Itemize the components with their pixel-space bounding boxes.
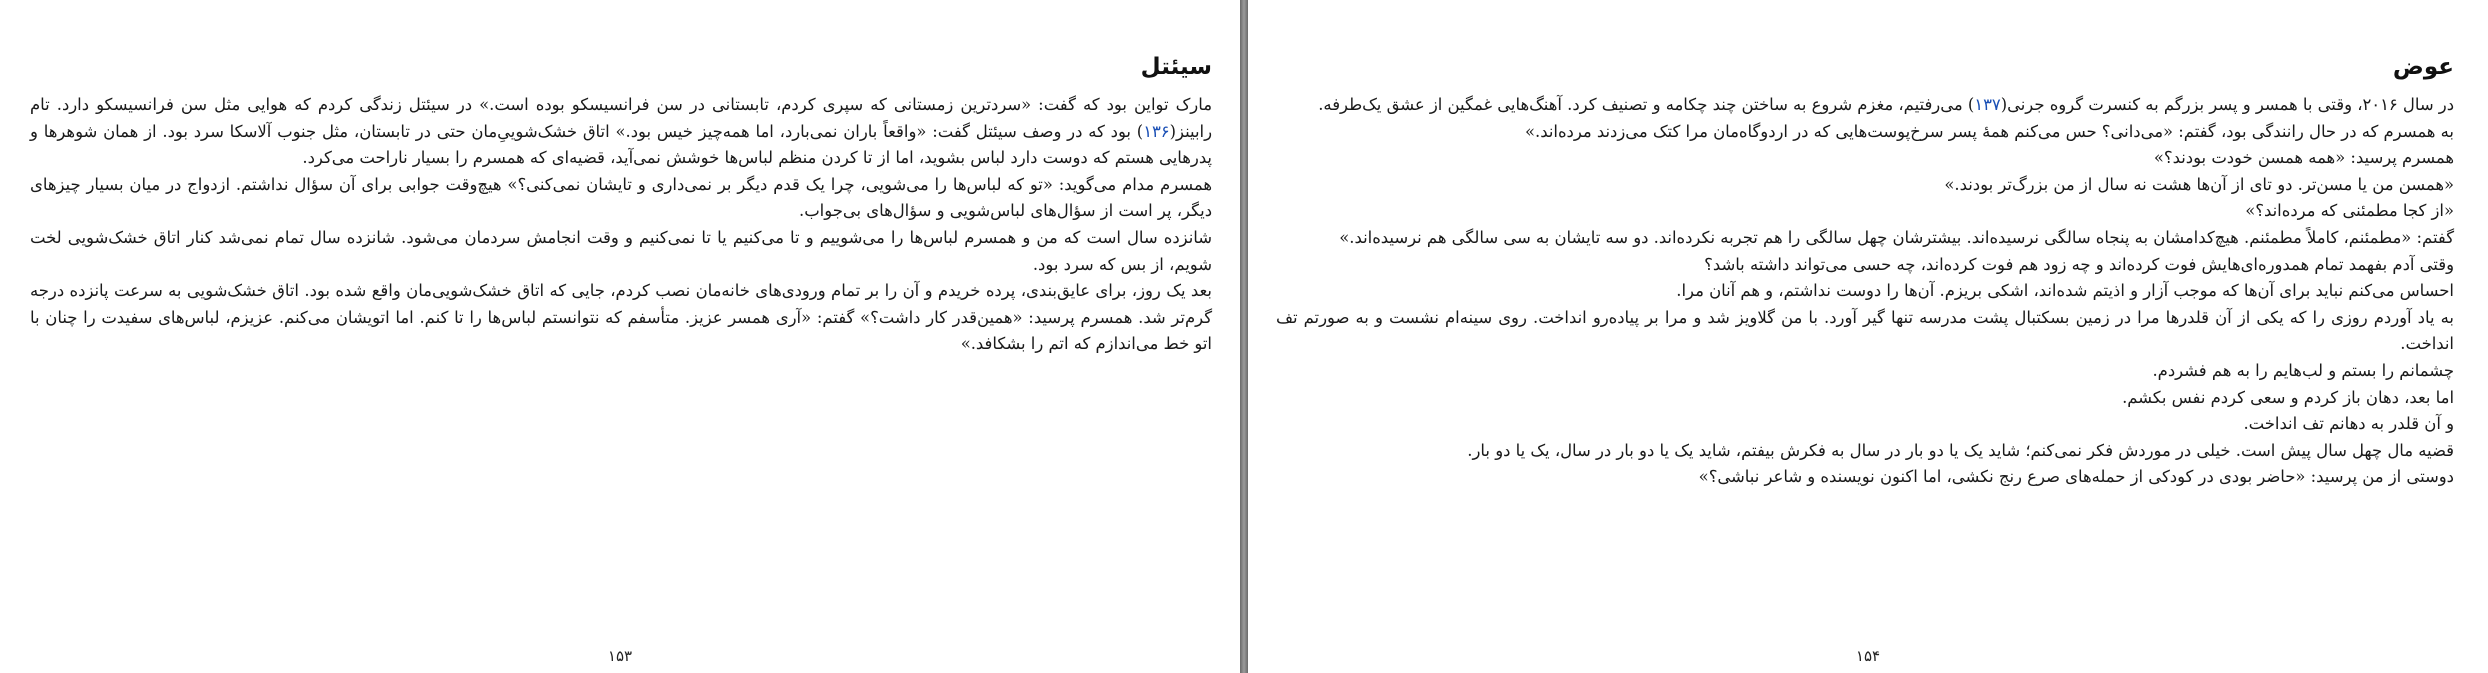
page-body [1276,92,2454,491]
paragraph-text: چشمانم را بستم و لب‌هایم را به هم فشردم. [2152,360,2454,380]
paragraph [30,278,1212,358]
paragraph [30,225,1212,278]
paragraph [1276,411,2454,438]
paragraph [1276,225,2454,252]
paragraph [1276,172,2454,199]
left-page [0,0,1240,673]
paragraph-text: اما بعد، دهان باز کردم و سعی کردم نفس بکشم. [2122,387,2454,407]
paragraph [30,92,1212,172]
paragraph-text: وقتی آدم بفهمد تمام همدوره‌ای‌هایش فوت کرده‌اند و چه زود هم فوت کرده‌اند، چه حسی می‌تواند داشته باشد؟ [1704,254,2454,274]
paragraph-text: ) می‌رفتیم، مغزم شروع به ساختن چند چکامه و تصنیف کرد. آهنگ‌هایی غمگین از عشق یک‌طرفه. [1318,95,1975,114]
paragraph-text: بعد یک روز، برای عایق‌بندی، پرده خریدم و آن را بر تمام ورودی‌های خانه‌مان نصب کردم، جایی که اتاق خشک‌شویی‌مان واقع شده بود. اتاق خشک‌شویی به سرعت پانزده درجه گرم‌تر شد. همسرم پرسید: «همین‌قدر کار داشت؟» گفتم: «آری همسر عزیز. متأسفم که نتوانستم لباس‌ها را تا کنم. اما اتویشان می‌کنم. عزیزم، لباس‌های سفیدت را چنان با اتو خط می‌اندازم که اتم را بشکافد.» [30,281,1212,354]
paragraph [1276,464,2454,491]
paragraph-text: ) بود که در وصف سیئتل گفت: «واقعاً باران نمی‌بارد، اما همه‌چیز خیس بود.» اتاق خشک‌شوییِ‌مان حتی در تابستان، مثل جنوب آلاسکا سرد بود. از همان شوهرها و پدرهایی هستم که دوست دارد لباس بشوید، اما از تا کردن منظم لباس‌ها خوشش نمی‌آید، قضیه‌ای که همسرم را بسیار ناراحت می‌کرد. [30,121,1212,168]
paragraph-text: همسرم پرسید: «همه همسن خودت بودند؟» [2153,148,2454,168]
paragraph [1276,385,2454,412]
paragraph [1276,305,2454,358]
paragraph [1276,252,2454,279]
paragraph-text: به همسرم که در حال رانندگی بود، گفتم: «می‌دانی؟ حس می‌کنم همهٔ پسر سرخ‌پوست‌هایی که در اردوگاه‌مان مرا کتک می‌زدند مرده‌اند.» [1524,121,2454,141]
footnote-reference-link[interactable]: ۱۳۶ [1143,121,1170,141]
footnote-reference-link[interactable]: ۱۳۷ [1974,95,2001,114]
chapter-title: سیئتل [1140,54,1212,80]
paragraph-text: «از کجا مطمئنی که مرده‌اند؟» [2245,201,2454,221]
paragraph-text: و آن قلدر به دهانم تف انداخت. [2243,414,2454,434]
page-body [30,92,1212,358]
paragraph-text: مارک تواین بود که گفت: «سردترین زمستانی که سپری کردم، تابستانی در سن فرانسیسکو بوده است.» در سیئتل زندگی کردم که هوایی مثل سن فرانسیسکو دارد. تام رابینز( [30,95,1212,141]
paragraph [1276,198,2454,225]
right-page [1248,0,2488,673]
book-gutter [1240,0,1248,673]
chapter-title: عوض [2392,54,2454,80]
paragraph-text: احساس می‌کنم نباید برای آن‌ها که موجب آزار و اذیتم شده‌اند، اشکی بریزم. آن‌ها را دوست نداشتم، و هم آنان مرا. [1676,281,2454,301]
paragraph-text: قضیه مال چهل سال پیش است. خیلی در موردش فکر نمی‌کنم؛ شاید یک یا دو بار در سال به فکرش بیفتم، شاید یک یا دو بار در سال، یک یا دو بار. [1467,440,2454,460]
paragraph [1276,92,2454,119]
paragraph-text: گفتم: «مطمئنم، کاملاً مطمئنم. هیچ‌کدامشان به پنجاه سالگی نرسیده‌اند. بیشترشان چهل سالگی را هم تجربه نکرده‌اند. دو سه تایشان به سی سالگی هم نرسیده‌اند.» [1339,227,2454,247]
paragraph [1276,278,2454,305]
paragraph [1276,119,2454,146]
paragraph-text: «همسن من یا مسن‌تر. دو تای از آن‌ها هشت نه سال از من بزرگ‌تر بودند.» [1944,174,2454,194]
page-number: ۱۵۳ [607,647,633,665]
paragraph-text: دوستی از من پرسید: «حاضر بودی در کودکی از حمله‌های صرع رنج نکشی، اما اکنون نویسنده و شاعر نباشی؟» [1698,467,2454,487]
paragraph [1276,438,2454,465]
paragraph-text: در سال ۲۰۱۶، وقتی با همسر و پسر بزرگم به کنسرت گروه جرنی( [2000,95,2454,114]
paragraph [1276,145,2454,172]
paragraph [1276,358,2454,385]
paragraph-text: به یاد آوردم روزی را که یکی از آن قلدرها مرا در زمین بسکتبال پشت مدرسه تنها گیر آورد. با من گلاویز شد و مرا بر پیاده‌رو انداخت. روی سینه‌ام نشست و به صورتم تف انداخت. [1276,307,2454,354]
page-number: ۱۵۴ [1855,647,1881,665]
paragraph-text: همسرم مدام می‌گوید: «تو که لباس‌ها را می‌شویی، چرا یک قدم دیگر بر نمی‌داری و تایشان نمی‌کنی؟» هیچ‌وقت جوابی برای آن سؤال نداشتم. ازدواج در میان بسیار چیزهای دیگر، پر است از سؤال‌های لباس‌شویی و سؤال‌های بی‌جواب. [30,174,1212,221]
paragraph-text: شانزده سال است که من و همسرم لباس‌ها را می‌شوییم و تا می‌کنیم یا تا نمی‌کنیم و وقت انجامش سردمان می‌شود. شانزده سال تمام نمی‌شد کنار اتاق خشک‌شویی لخت شویم، از بس که سرد بود. [30,227,1212,274]
paragraph [30,172,1212,225]
